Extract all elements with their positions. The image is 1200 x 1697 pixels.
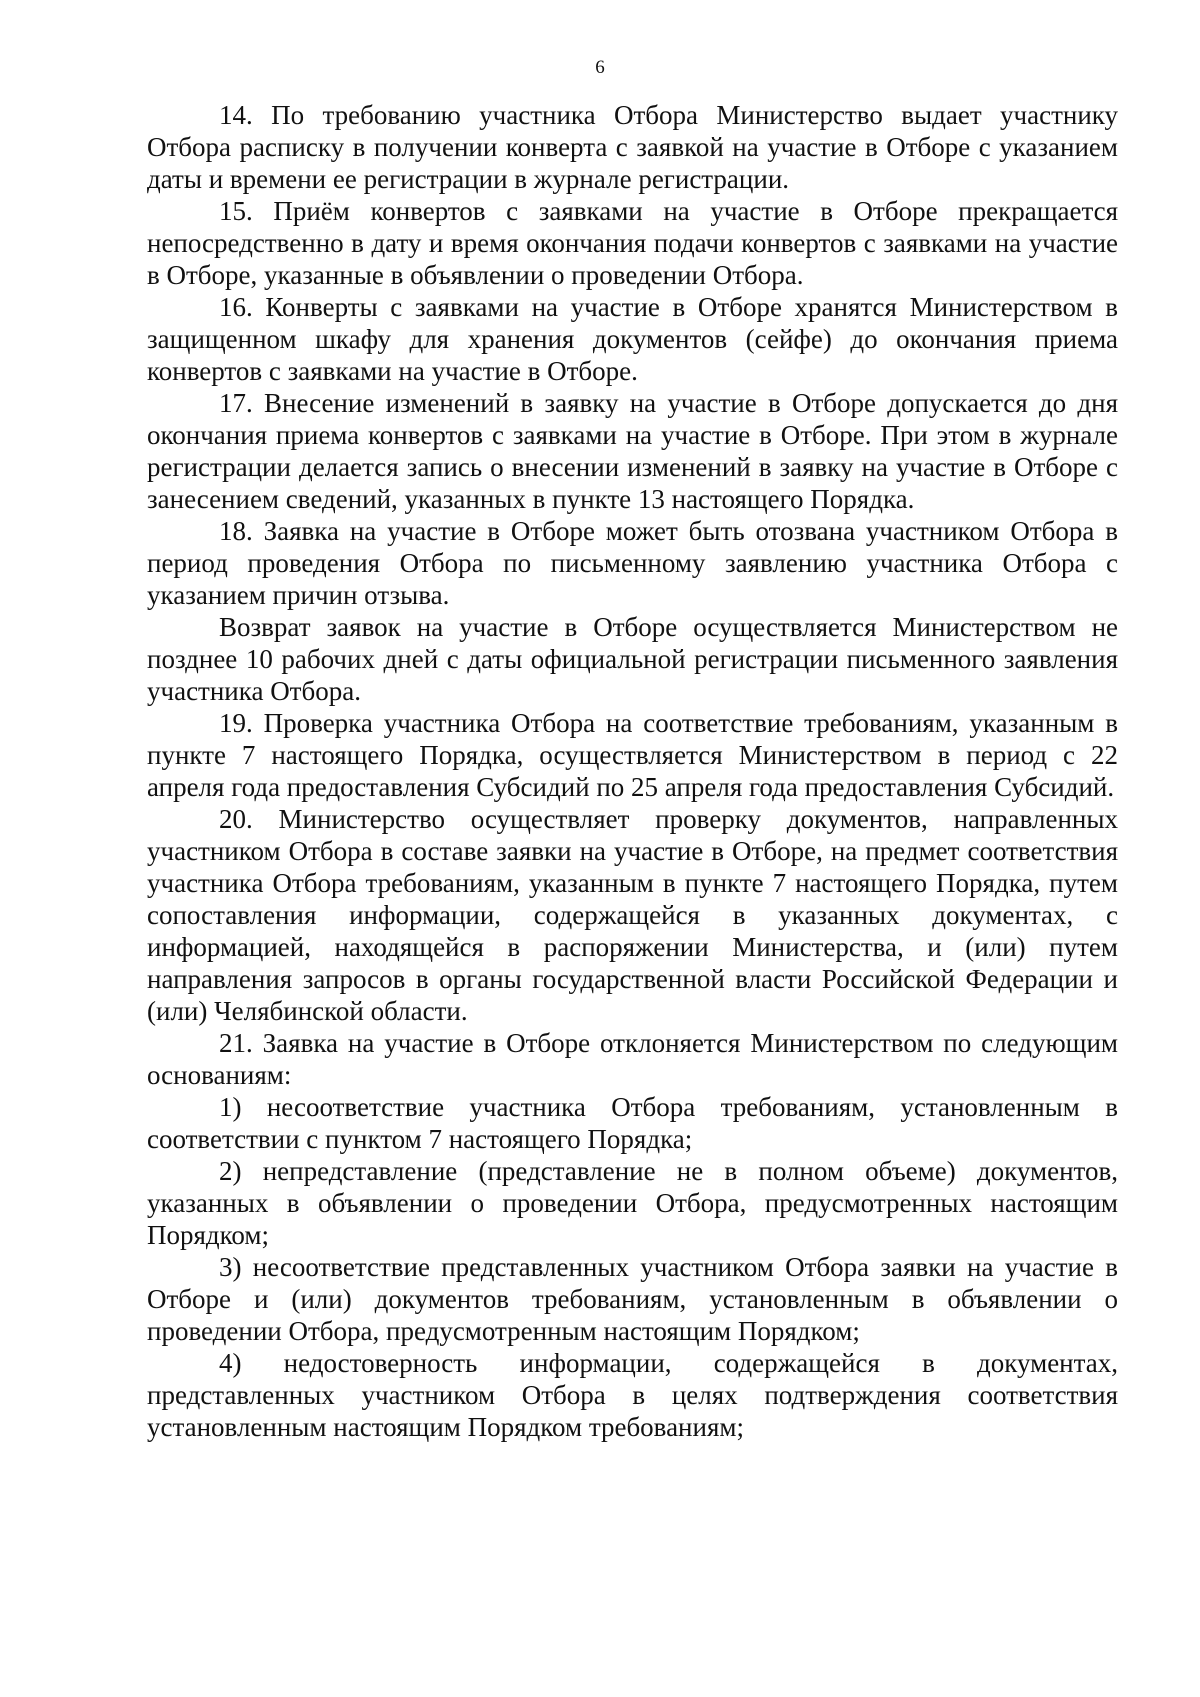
- list-item-1: 1) несоответствие участника Отбора требованиям, установленным в соответствии с пунктом 7 настоящего Порядка;: [147, 1092, 1118, 1154]
- paragraph-19: 19. Проверка участника Отбора на соответствие требованиям, указанным в пункте 7 настоящего Порядка, осуществляется Министерством в период с 22 апреля года предоставления Субсидий по 25 апреля года предоставления Субсидий.: [147, 708, 1118, 802]
- list-item-3: 3) несоответствие представленных участником Отбора заявки на участие в Отборе и (или) документов требованиям, установленным в объявлении о проведении Отбора, предусмотренным настоящим Порядком;: [147, 1252, 1118, 1346]
- paragraph-16: 16. Конверты с заявками на участие в Отборе хранятся Министерством в защищенном шкафу для хранения документов (сейфе) до окончания приема конвертов с заявками на участие в Отборе.: [147, 292, 1118, 386]
- paragraph-17: 17. Внесение изменений в заявку на участие в Отборе допускается до дня окончания приема конвертов с заявками на участие в Отборе. При этом в журнале регистрации делается запись о внесении изменений в заявку на участие в Отборе с занесением сведений, указанных в пункте 13 настоящего Порядка.: [147, 388, 1118, 514]
- paragraph-18: 18. Заявка на участие в Отборе может быть отозвана участником Отбора в период проведения Отбора по письменному заявлению участника Отбора с указанием причин отзыва.: [147, 516, 1118, 610]
- paragraph-20: 20. Министерство осуществляет проверку документов, направленных участником Отбора в составе заявки на участие в Отборе, на предмет соответствия участника Отбора требованиям, указанным в пункте 7 настоящего Порядка, путем сопоставления информации, содержащейся в указанных документах, с информацией, находящейся в распоряжении Министерства, и (или) путем направления запросов в органы государственной власти Российской Федерации и (или) Челябинской области.: [147, 804, 1118, 1026]
- paragraph-14: 14. По требованию участника Отбора Министерство выдает участнику Отбора расписку в получении конверта с заявкой на участие в Отборе с указанием даты и времени ее регистрации в журнале регистрации.: [147, 100, 1118, 194]
- document-body: [147, 99, 1118, 1443]
- list-item-4: 4) недостоверность информации, содержащейся в документах, представленных участником Отбора в целях подтверждения соответствия установленным настоящим Порядком требованиям;: [147, 1348, 1118, 1442]
- paragraph-18-return: Возврат заявок на участие в Отборе осуществляется Министерством не позднее 10 рабочих дней с даты официальной регистрации письменного заявления участника Отбора.: [147, 612, 1118, 706]
- page-number: 6: [595, 57, 605, 78]
- paragraph-15: 15. Приём конвертов с заявками на участие в Отборе прекращается непосредственно в дату и время окончания подачи конвертов с заявками на участие в Отборе, указанные в объявлении о проведении Отбора.: [147, 196, 1118, 290]
- paragraph-21: 21. Заявка на участие в Отборе отклоняется Министерством по следующим основаниям:: [147, 1028, 1118, 1090]
- list-item-2: 2) непредставление (представление не в полном объеме) документов, указанных в объявлении о проведении Отбора, предусмотренных настоящим Порядком;: [147, 1156, 1118, 1250]
